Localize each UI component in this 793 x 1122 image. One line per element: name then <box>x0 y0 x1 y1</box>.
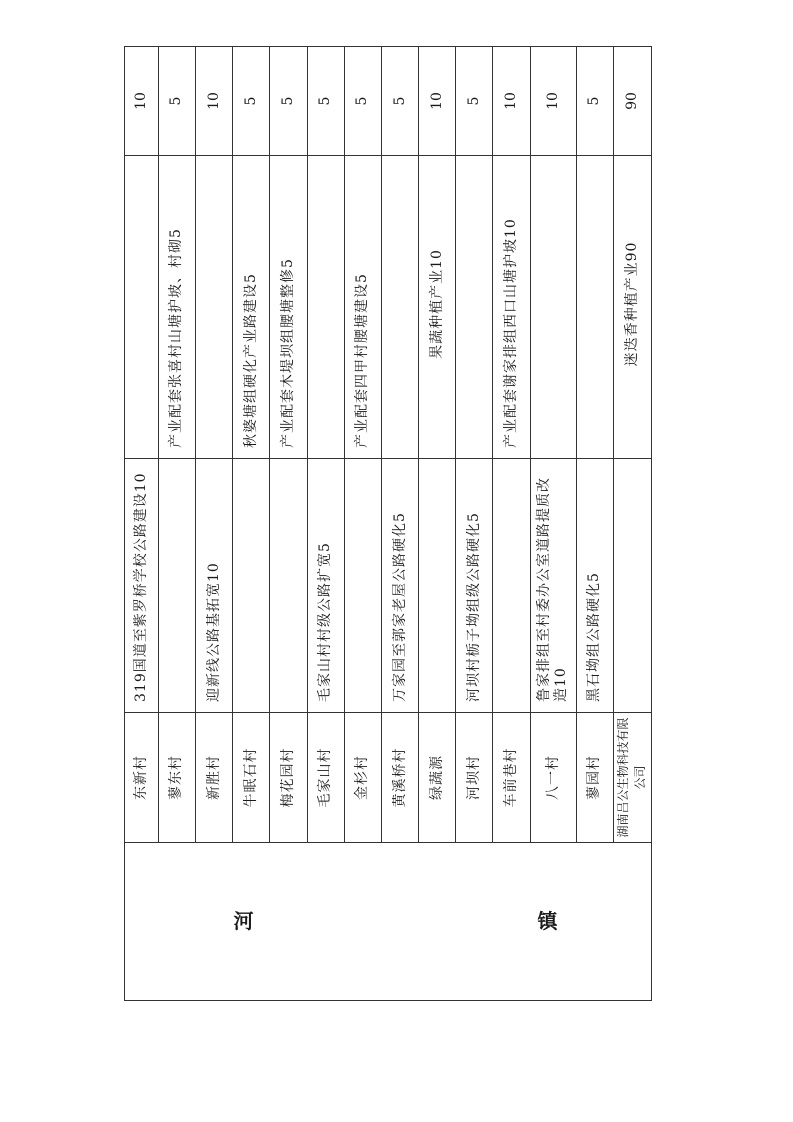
project-a-cell <box>493 459 530 713</box>
score-cell: 10 <box>419 47 456 156</box>
project-b-cell <box>381 156 418 459</box>
project-table <box>124 46 652 1001</box>
village-cell: 金杉村 <box>344 713 381 843</box>
village-cell: 东新村 <box>125 713 159 843</box>
rotated-table-sheet <box>124 47 652 1001</box>
project-b-cell <box>530 156 576 459</box>
town-cell <box>125 843 652 1001</box>
town-name <box>125 847 651 996</box>
project-b-cell: 秋婆塘组硬化产业路建设5 <box>233 156 270 459</box>
project-a-cell <box>233 459 270 713</box>
project-b-cell <box>307 156 344 459</box>
project-a-cell: 河坝村栃子坳组级公路硬化5 <box>456 459 493 713</box>
project-a-cell: 黑石坳组公路硬化5 <box>576 459 613 713</box>
village-cell: 梅花园村 <box>270 713 307 843</box>
project-b-cell: 产业配套谢家排组西口山塘护坡10 <box>493 156 530 459</box>
project-b-cell <box>196 156 233 459</box>
project-b-cell: 迷迭香种植产业90 <box>613 156 651 459</box>
project-b-cell <box>456 156 493 459</box>
score-cell: 5 <box>344 47 381 156</box>
project-b-cell: 产业配套四甲村腰塘建设5 <box>344 156 381 459</box>
score-cell: 5 <box>158 47 195 156</box>
project-a-cell: 毛家山村村级公路扩宽5 <box>307 459 344 713</box>
village-cell: 河坝村 <box>456 713 493 843</box>
village-cell: 车前巷村 <box>493 713 530 843</box>
score-cell: 10 <box>493 47 530 156</box>
project-b-cell: 产业配套张喜村山塘护坡、村砌5 <box>158 156 195 459</box>
village-cell: 绿蔬源 <box>419 713 456 843</box>
project-a-cell <box>344 459 381 713</box>
table-body <box>125 47 652 1001</box>
project-a-cell: 万家园至郭家老屋公路硬化5 <box>381 459 418 713</box>
score-cell: 10 <box>125 47 159 156</box>
village-cell: 新胜村 <box>196 713 233 843</box>
village-cell: 黄溪桥村 <box>381 713 418 843</box>
score-cell: 5 <box>270 47 307 156</box>
score-cell: 5 <box>307 47 344 156</box>
project-b-cell <box>576 156 613 459</box>
score-cell: 5 <box>381 47 418 156</box>
project-a-cell: 鲁家排组至村委办公室道路提质改造10 <box>530 459 576 713</box>
table-row <box>125 47 159 1001</box>
town-char: 镇 <box>537 909 558 933</box>
project-b-cell: 产业配套木堤坝组腰塘整修5 <box>270 156 307 459</box>
village-cell: 湖南吕公生物科技有限公司 <box>613 713 651 843</box>
village-cell: 蓼东村 <box>158 713 195 843</box>
village-cell: 毛家山村 <box>307 713 344 843</box>
score-cell: 90 <box>613 47 651 156</box>
score-cell: 5 <box>576 47 613 156</box>
score-cell: 5 <box>456 47 493 156</box>
score-cell: 10 <box>530 47 576 156</box>
project-a-cell <box>419 459 456 713</box>
village-cell: 八一村 <box>530 713 576 843</box>
score-cell: 10 <box>196 47 233 156</box>
village-cell: 蓼园村 <box>576 713 613 843</box>
score-cell: 5 <box>233 47 270 156</box>
project-a-cell <box>613 459 651 713</box>
project-a-cell <box>270 459 307 713</box>
project-b-cell <box>125 156 159 459</box>
project-a-cell: 319国道至紫罗桥学校公路建设10 <box>125 459 159 713</box>
project-b-cell: 果蔬种植产业10 <box>419 156 456 459</box>
project-a-cell: 迎新线公路基拓宽10 <box>196 459 233 713</box>
town-char: 河 <box>233 909 254 933</box>
project-a-cell <box>158 459 195 713</box>
village-cell: 牛眠石村 <box>233 713 270 843</box>
